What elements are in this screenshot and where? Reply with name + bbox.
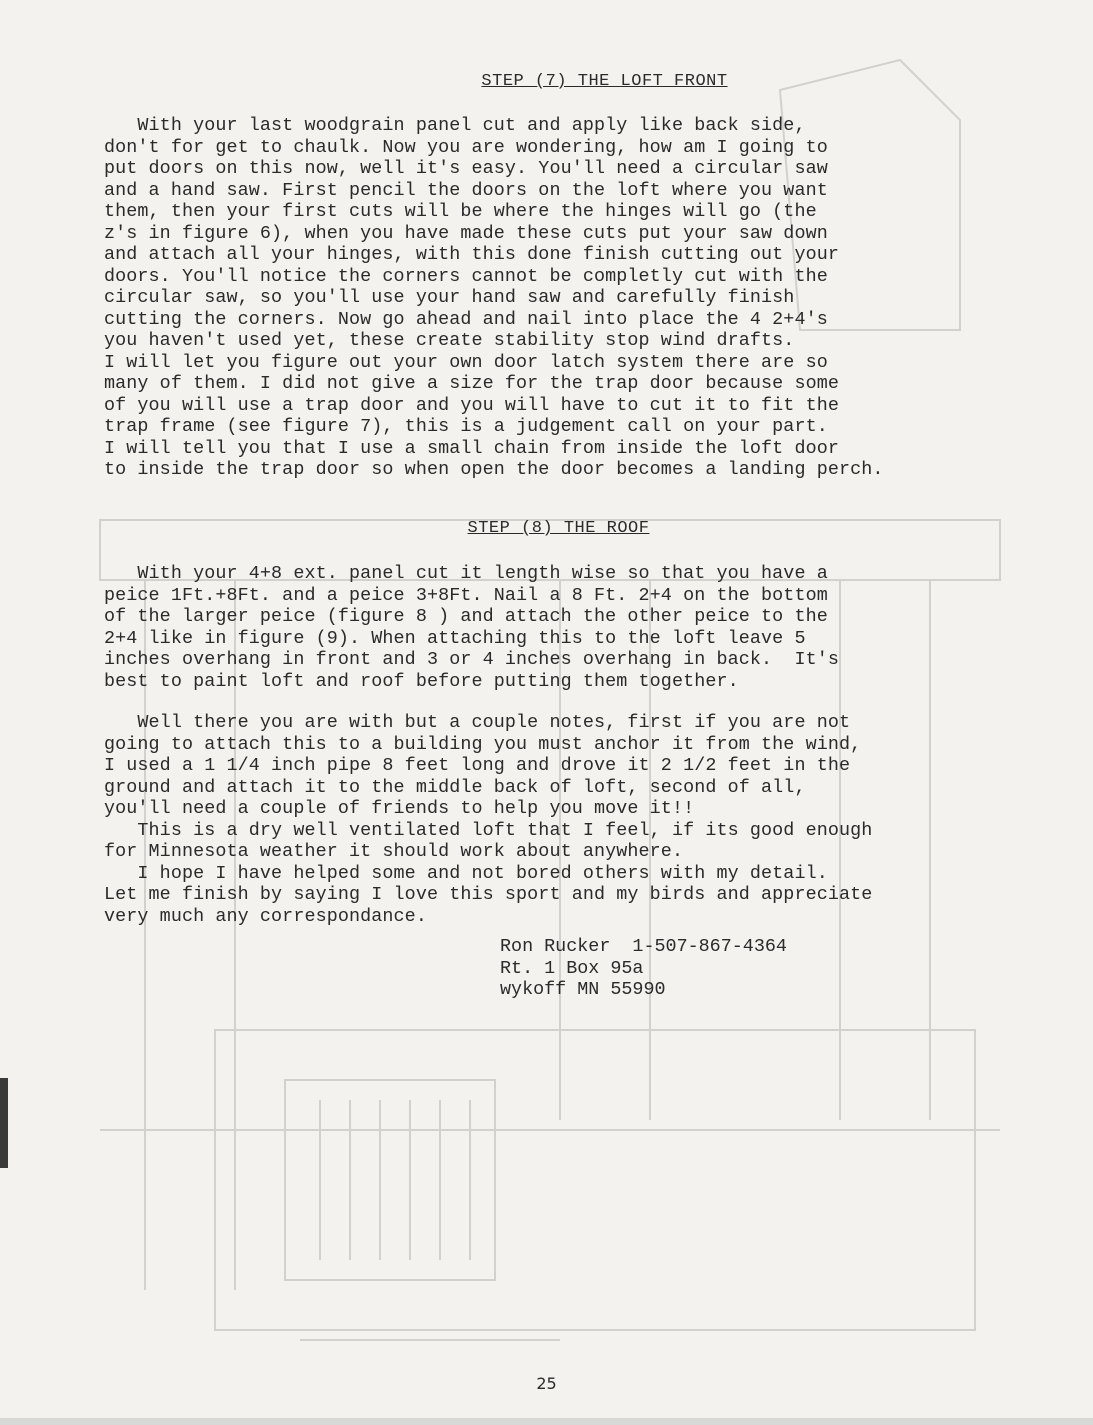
scan-bottom-edge [0, 1418, 1093, 1425]
binding-edge-shadow [0, 1078, 8, 1168]
step-8-heading: STEP (8) THE ROOF [467, 519, 650, 538]
signature-name-phone: Ron Rucker 1-507-867-4364 [500, 936, 787, 957]
signature-address-line-2: wykoff MN 55990 [500, 979, 666, 1000]
closing-notes-paragraph: Well there you are with but a couple notes, first if you are not going to attach this to a building you must anchor it from the wind, I used a 1 1/4 inch pipe 8 feet long and drove it 2 1/2 feet in the ground and attach it to the middle back of loft, second of all, you'll need a couple of friends to help you move it!! This is a dry well ventilated loft that I feel, if its good enough for Minnesota weather it should work about anywhere. I hope I have helped some and not bored others with my detail. Let me finish by saying I love this sport and my birds and appreciate very much any correspondance. [104, 712, 873, 927]
page-number: 25 [536, 1374, 557, 1393]
signature-address-line-1: Rt. 1 Box 95a [500, 957, 644, 979]
step-7-heading: STEP (7) THE LOFT FRONT [481, 72, 728, 91]
step-7-paragraph: With your last woodgrain panel cut and apply like back side, don't for get to chaulk. Now you are wondering, how am I going to put doors on this now, well it's easy. You'll need a circular saw and a hand saw. First pencil the doors on the loft where you want them, then your first cuts will be where the hinges will go (the z's in figure 6), when you have made these cuts put your saw down and attach all your hinges, with this done finish cutting out your doors. You'll notice the corners cannot be completly cut with the circular saw, so you'll use your hand saw and carefully finish cutting the corners. Now go ahead and nail into place the 4 2+4's you haven't used yet, these create stability stop wind drafts. I will let you figure out your own door latch system there are so many of them. I did not give a size for the trap door because some of you will use a trap door and you will have to cut it to fit the trap frame (see figure 7), this is a judgement call on your part. I will tell you that I use a small chain from inside the loft door to inside the trap door so when open the door becomes a landing perch. [104, 115, 884, 480]
signature-block [500, 936, 787, 1001]
step-8-paragraph: With your 4+8 ext. panel cut it length wise so that you have a peice 1Ft.+8Ft. and a peice 3+8Ft. Nail a 8 Ft. 2+4 on the bottom of the larger peice (figure 8 ) and attach the other peice to the 2+4 like in figure (9). When attaching this to the loft leave 5 inches overhang in front and 3 or 4 inches overhang in back. It's best to paint loft and roof before putting them together. [104, 563, 839, 692]
